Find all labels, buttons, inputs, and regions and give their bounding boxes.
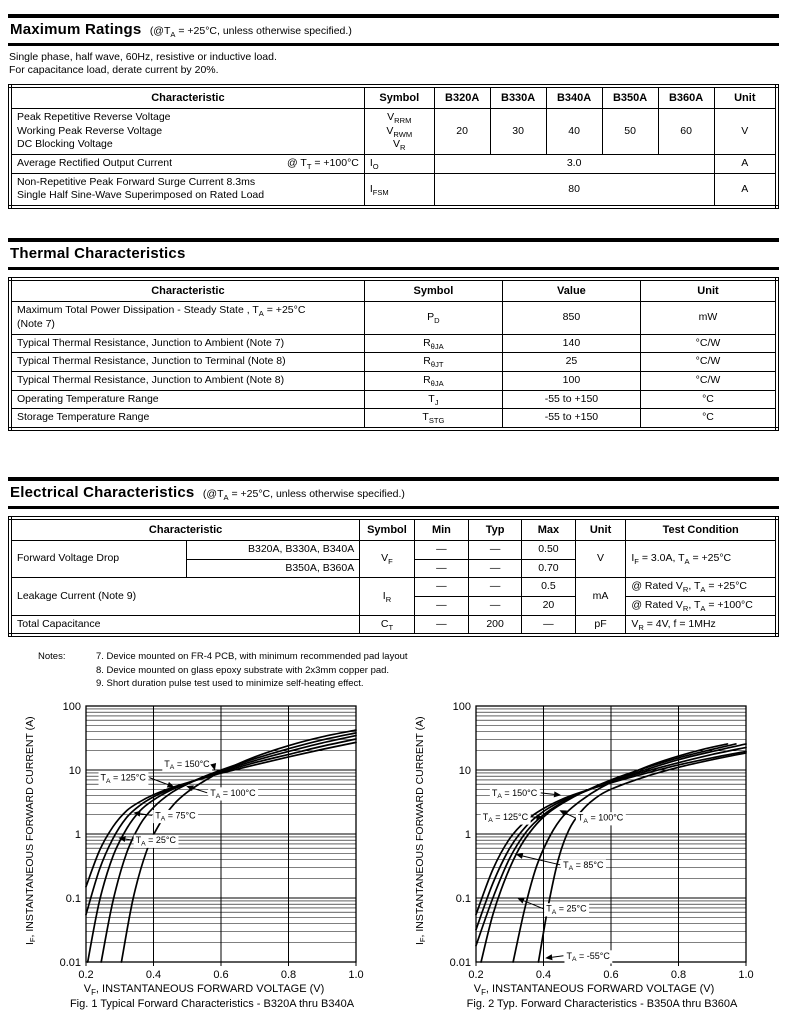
section-title: Thermal Characteristics: [10, 245, 186, 262]
table-cell: 3.0: [434, 155, 714, 174]
table-cell: Typical Thermal Resistance, Junction to Ambient (Note 7): [10, 334, 364, 353]
figure-1: [22, 700, 386, 1010]
y-tick-label: 0.1: [66, 893, 81, 905]
intro-line: Single phase, half wave, 60Hz, resistive or inductive load.: [9, 51, 778, 64]
table-cell: -55 to +150: [502, 390, 640, 409]
table-cell: $R_{\theta JA}$: [364, 371, 502, 390]
table-cell: $P_D$: [364, 302, 502, 334]
header-cell: Characteristic: [10, 518, 360, 541]
fig1-x-axis-title: $V_F$, INSTANTANEOUS FORWARD VOLTAGE (V): [38, 983, 370, 995]
curve-label: [186, 786, 258, 801]
table-cell: Typical Thermal Resistance, Junction to Terminal (Note 8): [10, 353, 364, 372]
notes-list: [96, 650, 408, 690]
table-cell: Typical Thermal Resistance, Junction to Ambient (Note 8): [10, 371, 364, 390]
x-tick-label: 1.0: [348, 969, 363, 981]
svg-text:TA = 150°C: $T_A = 150^\circ C$: [492, 788, 538, 800]
header-cell: B350A: [602, 86, 658, 109]
table-row: [10, 109, 777, 155]
table-header-row: [10, 279, 777, 302]
svg-text:TA = 100°C: $T_A = 100^\circ C$: [578, 813, 624, 825]
notes-label: Notes:: [38, 650, 96, 690]
spacer: [8, 270, 779, 277]
table-cell: @ Rated $V_R$, $T_A = +25^\circ C$: [626, 578, 777, 597]
x-tick-label: 0.8: [281, 969, 296, 981]
x-tick-label: 0.4: [536, 969, 551, 981]
plot-area: [450, 701, 754, 981]
section-title-conditions: ($@T_A = +25^\circ C$, unless otherwise specified.): [150, 25, 352, 37]
arrowhead-icon: [167, 782, 175, 788]
table-cell: Operating Temperature Range: [10, 390, 364, 409]
y-tick-label: 100: [453, 701, 471, 713]
table-cell: Storage Temperature Range: [10, 409, 364, 429]
figure-2: [412, 700, 776, 1010]
table-cell: 0.50: [522, 541, 576, 560]
header-cell: B340A: [546, 86, 602, 109]
section-title: Maximum Ratings: [10, 21, 141, 38]
svg-text:TA = 25°C: $T_A = 25^\circ C$: [136, 835, 177, 847]
header-cell: Max: [522, 518, 576, 541]
header-cell: Characteristic: [10, 86, 364, 109]
section-title: Electrical Characteristics: [10, 484, 194, 501]
spacer: [8, 209, 779, 238]
table-cell: $I_F = 3.0A$, $T_A = +25^\circ C$: [626, 541, 777, 578]
svg-text:TA = 25°C: $T_A = 25^\circ C$: [546, 904, 587, 916]
table-row: [10, 155, 777, 174]
table-cell: °C/W: [640, 334, 777, 353]
table-cell: V: [714, 109, 777, 155]
charts-row: [8, 700, 779, 1010]
table-cell: A: [714, 155, 777, 174]
fig1-forward-characteristics-plot: [38, 700, 370, 982]
svg-text:TA = 125°C: $T_A = 125^\circ C$: [483, 812, 529, 824]
table-cell: °C: [640, 409, 777, 429]
table-cell: 20: [522, 597, 576, 616]
table-cell: 0.70: [522, 559, 576, 578]
table-header-row: [10, 518, 777, 541]
table-cell: Forward Voltage Drop: [10, 541, 186, 578]
thermal-characteristics-table: [8, 277, 779, 431]
table-cell: 40: [546, 109, 602, 155]
table-cell: °C/W: [640, 371, 777, 390]
x-tick-label: 0.2: [78, 969, 93, 981]
spacer: [8, 509, 779, 516]
table-cell: 20: [434, 109, 490, 155]
table-header-row: [10, 86, 777, 109]
table-row: [10, 302, 777, 334]
y-tick-label: 1: [75, 829, 81, 841]
header-cell: B320A: [434, 86, 490, 109]
table-cell: 100: [502, 371, 640, 390]
header-cell: B360A: [658, 86, 714, 109]
table-cell: 140: [502, 334, 640, 353]
table-cell: —: [469, 578, 522, 597]
header-cell: Symbol: [360, 518, 414, 541]
x-tick-label: 0.8: [671, 969, 686, 981]
table-cell: —: [414, 597, 468, 616]
table-cell: $V_R = 4V$, f = 1MHz: [626, 615, 777, 635]
y-tick-label: 0.01: [60, 957, 81, 969]
header-cell: Value: [502, 279, 640, 302]
table-cell: mW: [640, 302, 777, 334]
table-cell: 60: [658, 109, 714, 155]
fig2-caption: Fig. 2 Typ. Forward Characteristics - B350A thru B360A: [428, 998, 776, 1010]
table-cell: $I_O$: [364, 155, 434, 174]
table-cell: Non-Repetitive Peak Forward Surge Current 8.3ms Single Half Sine-Wave Superimposed on Rated Load: [10, 173, 364, 207]
table-cell: Leakage Current (Note 9): [10, 578, 360, 615]
table-row: [10, 541, 777, 560]
table-cell: —: [522, 615, 576, 635]
table-cell: $R_{\theta JA}$: [364, 334, 502, 353]
svg-text:TA = -55°C: $T_A = -55^\circ C$: [566, 951, 610, 963]
table-cell: °C/W: [640, 353, 777, 372]
table-cell: Average Rectified Output Current @ $T_T = +100^\circ C$: [10, 155, 364, 174]
section-header-maximum-ratings: [8, 14, 779, 46]
spacer: [8, 431, 779, 477]
table-row: [10, 615, 777, 635]
note-item: 8. Device mounted on glass epoxy substrate with 2x3mm copper pad.: [96, 664, 408, 677]
table-cell: V: [575, 541, 626, 578]
table-cell: Total Capacitance: [10, 615, 360, 635]
table-cell: mA: [575, 578, 626, 615]
y-tick-label: 0.1: [456, 893, 471, 905]
table-cell: $V_F$: [360, 541, 414, 578]
table-cell: B350A, B360A: [186, 559, 359, 578]
table-cell: 850: [502, 302, 640, 334]
maximum-ratings-intro: [9, 51, 778, 78]
curve-label: [559, 810, 625, 825]
table-cell: °C: [640, 390, 777, 409]
header-cell: B330A: [490, 86, 546, 109]
table-cell: $T_{STG}$: [364, 409, 502, 429]
table-cell: $R_{\theta JT}$: [364, 353, 502, 372]
note-item: 9. Short duration pulse test used to minimize self-heating effect.: [96, 677, 408, 690]
svg-text:TA = 150°C: $T_A = 150^\circ C$: [164, 759, 210, 771]
header-cell: Characteristic: [10, 279, 364, 302]
x-tick-label: 0.6: [603, 969, 618, 981]
header-cell: Typ: [469, 518, 522, 541]
table-cell: $I_R$: [360, 578, 414, 615]
svg-text:TA = 85°C: $T_A = 85^\circ C$: [563, 860, 604, 872]
header-cell: Unit: [640, 279, 777, 302]
header-cell: Symbol: [364, 86, 434, 109]
table-row: [10, 353, 777, 372]
arrowhead-icon: [545, 954, 552, 960]
table-cell: Peak Repetitive Reverse Voltage Working Peak Reverse Voltage DC Blocking Voltage: [10, 109, 364, 155]
y-tick-label: 10: [459, 765, 471, 777]
table-cell: A: [714, 173, 777, 207]
table-cell: @ Rated $V_R$, $T_A = +100^\circ C$: [626, 597, 777, 616]
fig2-y-axis-title: $I_F$, INSTANTANEOUS FORWARD CURRENT (A): [412, 700, 428, 962]
table-cell: —: [414, 578, 468, 597]
table-row: [10, 371, 777, 390]
arrowhead-icon: [133, 811, 140, 817]
header-cell: Unit: [575, 518, 626, 541]
table-cell: $C_T$: [360, 615, 414, 635]
header-cell: Min: [414, 518, 468, 541]
y-tick-label: 1: [465, 829, 471, 841]
header-cell: Test Condition: [626, 518, 777, 541]
arrowhead-icon: [554, 792, 561, 798]
table-cell: —: [414, 559, 468, 578]
table-cell: —: [414, 615, 468, 635]
table-row: [10, 409, 777, 429]
intro-line: For capacitance load, derate current by 20%.: [9, 64, 778, 77]
fig2-forward-characteristics-plot: [428, 700, 760, 982]
svg-text:TA = 125°C: $T_A = 125^\circ C$: [101, 773, 147, 785]
header-cell: Unit: [714, 86, 777, 109]
table-cell: 80: [434, 173, 714, 207]
datasheet-page: [0, 14, 787, 1010]
section-header-thermal: [8, 238, 779, 270]
table-row: [10, 578, 777, 597]
header-cell: Symbol: [364, 279, 502, 302]
table-cell: 30: [490, 109, 546, 155]
y-tick-label: 100: [63, 701, 81, 713]
notes-block: [38, 650, 779, 690]
electrical-characteristics-table: [8, 516, 779, 638]
table-row: [10, 334, 777, 353]
section-header-electrical: [8, 477, 779, 509]
table-cell: $V_{RRM}$ $V_{RWM}$ $V_R$: [364, 109, 434, 155]
fig1-caption: Fig. 1 Typical Forward Characteristics - B320A thru B340A: [38, 998, 386, 1010]
note-item: 7. Device mounted on FR-4 PCB, with minimum recommended pad layout: [96, 650, 408, 663]
x-tick-label: 0.6: [213, 969, 228, 981]
y-tick-label: 0.01: [450, 957, 471, 969]
plot-area: [60, 701, 364, 981]
fig2-x-axis-title: $V_F$, INSTANTANEOUS FORWARD VOLTAGE (V): [428, 983, 760, 995]
table-row: [10, 390, 777, 409]
x-tick-label: 1.0: [738, 969, 753, 981]
table-cell: pF: [575, 615, 626, 635]
table-cell: B320A, B330A, B340A: [186, 541, 359, 560]
table-cell: -55 to +150: [502, 409, 640, 429]
svg-text:TA = 100°C: $T_A = 100^\circ C$: [210, 788, 256, 800]
table-cell: —: [469, 559, 522, 578]
table-cell: 0.5: [522, 578, 576, 597]
curve-label: [162, 758, 216, 771]
table-cell: —: [469, 597, 522, 616]
section-title-conditions: ($@T_A = +25^\circ C$, unless otherwise specified.): [203, 488, 405, 500]
svg-text:TA = 75°C: $T_A = 75^\circ C$: [155, 811, 196, 823]
table-cell: 200: [469, 615, 522, 635]
table-row: [10, 173, 777, 207]
y-tick-label: 10: [69, 765, 81, 777]
table-cell: $I_{FSM}$: [364, 173, 434, 207]
table-cell: 25: [502, 353, 640, 372]
x-tick-label: 0.4: [146, 969, 161, 981]
table-cell: 50: [602, 109, 658, 155]
table-cell: Maximum Total Power Dissipation - Steady State , $T_A = +25^\circ C$ (Note 7): [10, 302, 364, 334]
x-tick-label: 0.2: [468, 969, 483, 981]
fig1-y-axis-title: $I_F$, INSTANTANEOUS FORWARD CURRENT (A): [22, 700, 38, 962]
table-cell: —: [414, 541, 468, 560]
maximum-ratings-table: [8, 84, 779, 209]
table-cell: $T_J$: [364, 390, 502, 409]
table-cell: —: [469, 541, 522, 560]
curve-label: [516, 853, 606, 872]
